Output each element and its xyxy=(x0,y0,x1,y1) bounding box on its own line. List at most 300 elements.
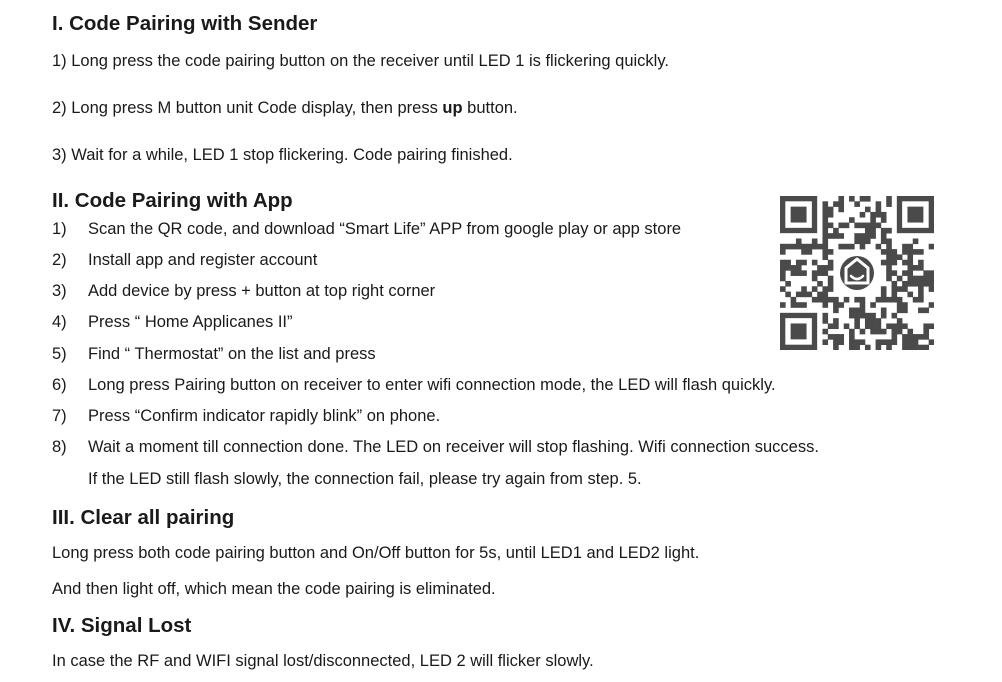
app-step-number: 2) xyxy=(52,251,67,269)
qr-module xyxy=(801,244,807,250)
qr-module xyxy=(902,244,908,250)
qr-module xyxy=(897,318,903,324)
qr-module xyxy=(822,244,828,250)
qr-module xyxy=(801,292,807,298)
qr-module xyxy=(833,308,839,314)
qr-module xyxy=(865,223,871,229)
qr-module xyxy=(796,238,802,244)
qr-module xyxy=(870,302,876,308)
qr-module xyxy=(929,276,934,282)
qr-module xyxy=(923,270,929,276)
qr-module xyxy=(865,313,871,319)
sender-step-2-bold: up xyxy=(442,99,463,117)
qr-module xyxy=(844,323,850,329)
qr-module xyxy=(881,339,887,345)
qr-module xyxy=(785,260,791,266)
qr-module xyxy=(854,318,860,324)
qr-module xyxy=(876,201,882,207)
qr-module xyxy=(881,217,887,223)
qr-module xyxy=(913,339,919,345)
qr-module xyxy=(892,292,898,298)
qr-module xyxy=(881,212,887,218)
qr-module xyxy=(849,313,855,319)
qr-module xyxy=(923,334,929,340)
qr-module xyxy=(791,244,797,250)
qr-module xyxy=(902,260,908,266)
qr-module xyxy=(822,286,828,292)
sender-step-2-text: 2) Long press M button unit Code display, then press xyxy=(52,99,443,117)
qr-module xyxy=(881,249,887,255)
qr-module xyxy=(923,276,929,282)
qr-module xyxy=(854,339,860,345)
qr-module xyxy=(828,249,834,255)
qr-module xyxy=(838,233,844,239)
qr-module xyxy=(918,281,924,287)
qr-module xyxy=(886,249,892,255)
qr-module xyxy=(812,286,818,292)
qr-module xyxy=(844,244,850,250)
qr-module xyxy=(822,238,828,244)
qr-module xyxy=(780,286,786,292)
qr-module xyxy=(817,292,823,298)
qr-module xyxy=(860,223,866,229)
qr-module xyxy=(822,270,828,276)
qr-module xyxy=(849,308,855,314)
qr-module xyxy=(902,323,908,329)
section-heading-clear-pairing: III. Clear all pairing xyxy=(52,506,235,529)
qr-module xyxy=(892,297,898,303)
qr-module xyxy=(918,265,924,271)
qr-module xyxy=(822,339,828,345)
qr-module xyxy=(822,207,828,213)
qr-module xyxy=(780,260,786,266)
app-step-6 xyxy=(52,376,776,395)
qr-module xyxy=(812,244,818,250)
qr-module xyxy=(801,286,807,292)
qr-module xyxy=(897,308,903,314)
qr-module xyxy=(828,260,834,266)
qr-module xyxy=(918,308,924,314)
qr-module xyxy=(876,345,882,350)
qr-module xyxy=(902,334,908,340)
qr-finder-inner xyxy=(791,207,807,223)
qr-module xyxy=(844,223,850,229)
qr-module xyxy=(892,339,898,345)
qr-module xyxy=(929,323,934,329)
qr-module xyxy=(822,265,828,271)
qr-module xyxy=(822,302,828,308)
qr-module xyxy=(923,308,929,314)
qr-module xyxy=(892,270,898,276)
qr-module xyxy=(838,196,844,202)
qr-module xyxy=(860,313,866,319)
qr-module xyxy=(881,233,887,239)
sender-step-1: 1) Long press the code pairing button on the receiver until LED 1 is flickering quickly. xyxy=(52,52,669,70)
qr-module xyxy=(828,281,834,287)
qr-module xyxy=(833,297,839,303)
qr-module xyxy=(785,281,791,287)
qr-module xyxy=(870,233,876,239)
qr-module xyxy=(876,207,882,213)
qr-module xyxy=(870,313,876,319)
qr-module xyxy=(886,196,892,202)
qr-module xyxy=(849,339,855,345)
qr-module xyxy=(897,302,903,308)
qr-module xyxy=(849,217,855,223)
qr-module xyxy=(833,302,839,308)
qr-module xyxy=(833,233,839,239)
qr-module xyxy=(929,281,934,287)
qr-module xyxy=(907,345,913,350)
qr-module xyxy=(812,270,818,276)
app-step-number: 6) xyxy=(52,376,67,394)
app-step-text: Install app and register account xyxy=(88,251,318,269)
section-heading-signal-lost: IV. Signal Lost xyxy=(52,614,192,637)
qr-module xyxy=(812,297,818,303)
qr-module xyxy=(865,207,871,213)
qr-module xyxy=(918,345,924,350)
qr-module xyxy=(833,334,839,340)
qr-module xyxy=(817,244,823,250)
qr-module xyxy=(902,270,908,276)
qr-module xyxy=(870,329,876,335)
qr-module xyxy=(785,292,791,298)
qr-module xyxy=(886,238,892,244)
qr-module xyxy=(838,201,844,207)
qr-module xyxy=(929,244,934,250)
qr-module xyxy=(833,345,839,350)
qr-module xyxy=(822,297,828,303)
qr-module xyxy=(860,233,866,239)
app-step-continuation: If the LED still flash slowly, the connection fail, please try again from step. 5. xyxy=(88,470,642,488)
qr-module xyxy=(907,334,913,340)
qr-module xyxy=(828,265,834,271)
app-step-text: Find “ Thermostat” on the list and press xyxy=(88,345,376,363)
qr-module xyxy=(886,254,892,260)
sender-step-3: 3) Wait for a while, LED 1 stop flickering. Code pairing finished. xyxy=(52,146,513,164)
app-step-2 xyxy=(52,251,317,270)
qr-module xyxy=(886,323,892,329)
qr-module xyxy=(854,313,860,319)
qr-module xyxy=(897,329,903,335)
app-step-number: 5) xyxy=(52,345,67,363)
qr-module xyxy=(870,228,876,234)
qr-module xyxy=(822,223,828,229)
qr-module xyxy=(902,249,908,255)
qr-module xyxy=(865,318,871,324)
app-step-number: 3) xyxy=(52,282,67,300)
qr-module xyxy=(812,238,818,244)
sender-step-2 xyxy=(52,99,518,118)
qr-module xyxy=(796,270,802,276)
qr-module xyxy=(807,292,813,298)
qr-module xyxy=(923,329,929,335)
qr-module xyxy=(886,297,892,303)
qr-module xyxy=(881,260,887,266)
qr-module xyxy=(897,323,903,329)
qr-module xyxy=(913,238,919,244)
qr-module xyxy=(907,281,913,287)
qr-module xyxy=(886,345,892,350)
qr-module xyxy=(822,254,828,260)
clear-pairing-line-1: Long press both code pairing button and On/Off button for 5s, until LED1 and LED2 light. xyxy=(52,544,700,562)
qr-module xyxy=(854,233,860,239)
qr-module xyxy=(881,329,887,335)
qr-module xyxy=(817,281,823,287)
qr-module xyxy=(870,217,876,223)
qr-module xyxy=(881,292,887,298)
qr-module xyxy=(854,323,860,329)
app-step-text: Long press Pairing button on receiver to enter wifi connection mode, the LED will flash quickly. xyxy=(88,376,776,394)
qr-module xyxy=(828,276,834,282)
section-heading-code-pairing-sender: I. Code Pairing with Sender xyxy=(52,12,318,35)
qr-module xyxy=(886,201,892,207)
qr-module xyxy=(881,313,887,319)
app-step-number: 7) xyxy=(52,407,67,425)
qr-module xyxy=(918,286,924,292)
qr-module xyxy=(870,318,876,324)
qr-module xyxy=(881,238,887,244)
qr-module xyxy=(780,276,786,282)
qr-module xyxy=(801,270,807,276)
qr-module xyxy=(849,345,855,350)
qr-module xyxy=(902,281,908,287)
qr-module xyxy=(801,260,807,266)
qr-module xyxy=(918,276,924,282)
app-step-text: Press “Confirm indicator rapidly blink” on phone. xyxy=(88,407,441,425)
qr-module xyxy=(860,212,866,218)
qr-module xyxy=(918,334,924,340)
section-heading-code-pairing-app: II. Code Pairing with App xyxy=(52,189,293,212)
qr-module xyxy=(902,302,908,308)
qr-module xyxy=(907,249,913,255)
qr-module xyxy=(844,297,850,303)
qr-module xyxy=(849,244,855,250)
qr-module xyxy=(902,339,908,345)
qr-module xyxy=(907,292,913,298)
qr-module xyxy=(780,249,786,255)
qr-module xyxy=(892,249,898,255)
qr-module xyxy=(892,254,898,260)
qr-module xyxy=(907,339,913,345)
qr-module xyxy=(913,345,919,350)
app-step-7 xyxy=(52,407,440,426)
qr-module xyxy=(929,339,934,345)
qr-module xyxy=(854,345,860,350)
qr-module xyxy=(913,265,919,271)
qr-module xyxy=(801,302,807,308)
qr-module xyxy=(892,329,898,335)
qr-module xyxy=(828,297,834,303)
app-step-8 xyxy=(52,438,819,457)
qr-module xyxy=(886,276,892,282)
qr-module xyxy=(870,212,876,218)
qr-module xyxy=(822,233,828,239)
qr-module xyxy=(817,297,823,303)
qr-module xyxy=(791,270,797,276)
qr-module xyxy=(812,260,818,266)
qr-module xyxy=(849,196,855,202)
qr-module xyxy=(796,302,802,308)
qr-module xyxy=(796,265,802,271)
qr-module xyxy=(902,345,908,350)
qr-module xyxy=(860,308,866,314)
qr-module xyxy=(876,339,882,345)
app-step-3 xyxy=(52,282,435,301)
qr-module xyxy=(876,212,882,218)
qr-module xyxy=(828,212,834,218)
qr-module xyxy=(876,244,882,250)
app-step-text: Press “ Home Applicanes II” xyxy=(88,313,293,331)
qr-module xyxy=(907,265,913,271)
qr-module xyxy=(870,323,876,329)
qr-module xyxy=(822,249,828,255)
qr-finder-inner xyxy=(907,207,923,223)
qr-module xyxy=(886,244,892,250)
qr-module xyxy=(833,201,839,207)
qr-module xyxy=(907,254,913,260)
qr-module xyxy=(838,302,844,308)
qr-module xyxy=(907,244,913,250)
app-step-number: 4) xyxy=(52,313,67,331)
app-step-4 xyxy=(52,313,293,332)
qr-module xyxy=(791,265,797,271)
qr-module xyxy=(929,270,934,276)
qr-module xyxy=(817,265,823,271)
qr-module xyxy=(907,270,913,276)
qr-module xyxy=(892,313,898,319)
qr-module xyxy=(822,292,828,298)
qr-module xyxy=(796,244,802,250)
qr-module xyxy=(876,223,882,229)
qr-module xyxy=(838,334,844,340)
qr-module xyxy=(828,207,834,213)
qr-module xyxy=(796,260,802,266)
qr-module xyxy=(907,260,913,266)
qr-module xyxy=(870,223,876,229)
qr-module xyxy=(785,244,791,250)
qr-module xyxy=(860,329,866,335)
app-step-text: Add device by press + button at top right corner xyxy=(88,282,436,300)
qr-module xyxy=(838,339,844,345)
qr-module xyxy=(780,265,786,271)
qr-module xyxy=(822,212,828,218)
qr-module xyxy=(865,345,871,350)
qr-module xyxy=(892,281,898,287)
qr-module xyxy=(860,196,866,202)
qr-module xyxy=(897,297,903,303)
qr-finder-inner xyxy=(791,323,807,339)
qr-module xyxy=(833,228,839,234)
qr-module xyxy=(876,297,882,303)
qr-module xyxy=(780,244,786,250)
qr-module xyxy=(812,276,818,282)
qr-module xyxy=(918,249,924,255)
qr-module xyxy=(907,276,913,282)
qr-module xyxy=(807,249,813,255)
qr-module xyxy=(897,276,903,282)
qr-module xyxy=(876,329,882,335)
qr-module xyxy=(817,270,823,276)
app-step-text: Wait a moment till connection done. The LED on receiver will stop flashing. Wifi connection success. xyxy=(88,438,819,456)
qr-module xyxy=(854,223,860,229)
qr-module xyxy=(854,238,860,244)
qr-module xyxy=(929,302,934,308)
qr-module xyxy=(907,329,913,335)
sender-step-2-text-end: button. xyxy=(462,99,518,117)
qr-module xyxy=(807,244,813,250)
qr-module xyxy=(822,201,828,207)
app-step-text: Scan the QR code, and download “Smart Life” APP from google play or app store xyxy=(88,220,682,238)
qr-module xyxy=(860,297,866,303)
qr-module xyxy=(876,323,882,329)
qr-module xyxy=(865,196,871,202)
app-step-number: 8) xyxy=(52,438,67,456)
qr-module xyxy=(913,249,919,255)
qr-module xyxy=(886,228,892,234)
qr-module xyxy=(865,323,871,329)
qr-module xyxy=(892,334,898,340)
qr-module xyxy=(881,286,887,292)
qr-module xyxy=(923,323,929,329)
qr-module xyxy=(886,265,892,271)
qr-module xyxy=(838,223,844,229)
qr-module xyxy=(913,281,919,287)
qr-module xyxy=(828,223,834,229)
qr-module xyxy=(913,276,919,282)
qr-module xyxy=(918,292,924,298)
qr-module xyxy=(791,302,797,308)
qr-module xyxy=(828,334,834,340)
qr-module xyxy=(796,292,802,298)
qr-module xyxy=(833,318,839,324)
qr-module xyxy=(897,286,903,292)
qr-module xyxy=(913,334,919,340)
signal-lost-line: In case the RF and WIFI signal lost/disconnected, LED 2 will flicker slowly. xyxy=(52,652,594,670)
clear-pairing-line-2: And then light off, which mean the code pairing is eliminated. xyxy=(52,580,496,598)
qr-module xyxy=(860,244,866,250)
qr-code xyxy=(780,196,934,350)
qr-module xyxy=(822,313,828,319)
qr-module xyxy=(780,302,786,308)
qr-module xyxy=(828,286,834,292)
qr-module xyxy=(865,228,871,234)
qr-module xyxy=(833,339,839,345)
qr-module xyxy=(860,339,866,345)
qr-module xyxy=(828,323,834,329)
app-step-number: 1) xyxy=(52,220,67,238)
qr-module xyxy=(865,238,871,244)
qr-module xyxy=(822,329,828,335)
qr-module xyxy=(828,233,834,239)
qr-module xyxy=(902,308,908,314)
qr-module xyxy=(780,270,786,276)
qr-module xyxy=(801,249,807,255)
qr-module xyxy=(881,228,887,234)
qr-module xyxy=(860,302,866,308)
qr-module xyxy=(923,345,929,350)
qr-module xyxy=(929,286,934,292)
qr-module xyxy=(913,297,919,303)
app-step-5 xyxy=(52,345,376,364)
qr-module xyxy=(892,323,898,329)
qr-module xyxy=(923,281,929,287)
qr-module xyxy=(822,228,828,234)
qr-module xyxy=(838,207,844,213)
qr-module xyxy=(892,260,898,266)
qr-module xyxy=(897,254,903,260)
qr-module xyxy=(886,260,892,266)
